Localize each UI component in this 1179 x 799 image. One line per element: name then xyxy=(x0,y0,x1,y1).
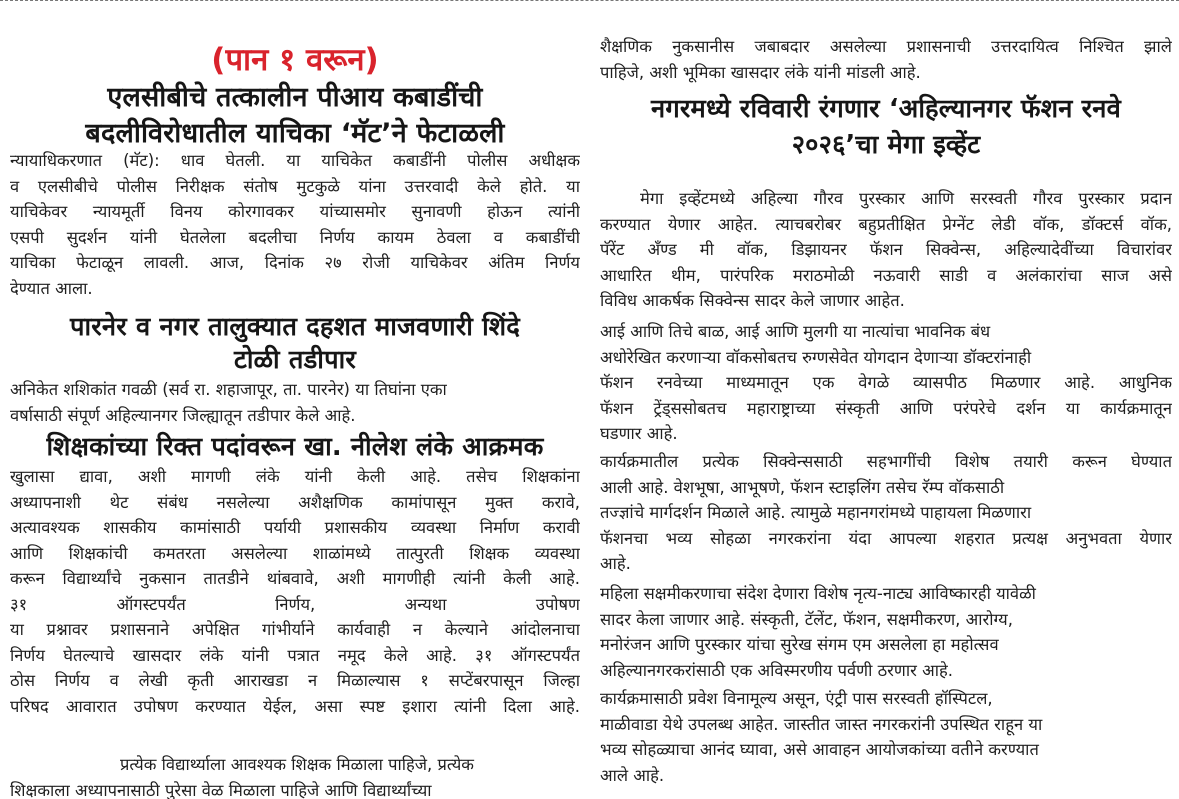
body-line: अनिकेत शशिकांत गवळी (सर्व रा. शहाजापूर, ता. पारनेर) या तिघांना एका xyxy=(10,380,447,399)
body-line: फॅशन रनवेच्या माध्यमातून एक वेगळे व्यासपीठ मिळणार आहे. आधुनिक xyxy=(600,373,1172,392)
story2-headline-line1: पारनेर व नगर तालुक्यात दहशत माजवणारी शिंदे xyxy=(70,312,520,342)
body-line: याचिकेवर न्यायमूर्ती विनय कोरगावकर यांच्यासमोर सुनावणी होऊन त्यांनी xyxy=(10,202,580,221)
body-line: याचिका फेटाळून लावली. आज, दिनांक २७ रोजी याचिकेवर अंतिम निर्णय xyxy=(10,253,580,272)
body-line: अत्यावश्यक शासकीय कामांसाठी पर्यायी प्रशासकीय व्यवस्था निर्माण करावी xyxy=(10,518,580,537)
body-line: विविध आकर्षक सिक्वेन्स सादर केले जाणार आहेत. xyxy=(600,291,905,310)
story3-body xyxy=(10,464,580,719)
story4-para3 xyxy=(600,449,1172,577)
story4-para4 xyxy=(600,581,1172,683)
story2-body xyxy=(10,377,580,428)
body-line: आली आहे. वेशभूषा, आभूषणे, फॅशन स्टाइलिंग तसेच रॅम्प वॉकसाठी xyxy=(600,477,1005,497)
body-line: वर्षासाठी संपूर्ण अहिल्यानगर जिल्ह्यातून तडीपार केले आहे. xyxy=(10,405,356,425)
story4-headline-line2: २०२६’चा मेगा इव्हेंट xyxy=(791,130,981,160)
body-line: मनोरंजन आणि पुरस्कार यांचा सुरेख संगम एम असलेला हा महोत्सव xyxy=(600,635,999,654)
body-line: भव्य सोहळ्याचा आनंद घ्यावा, असे आवाहन आयोजकांच्या वतीने करण्यात xyxy=(600,740,1039,759)
subheading-line: ३१ ऑगस्टपर्यंत निर्णय, अन्यथा उपोषण xyxy=(10,594,580,614)
body-line: न्यायाधिकरणात (मॅट): धाव घेतली. या याचिकेत कबाडींनी पोलीस अधीक्षक xyxy=(10,151,580,170)
top-rule xyxy=(0,0,1179,1)
body-line: माळीवाडा येथे उपलब्ध आहेत. जास्तीत जास्त नगरकरांनी उपस्थित राहून या xyxy=(600,714,1043,734)
body-line: महिला सक्षमीकरणाचा संदेश देणारा विशेष नृत्य-नाट्य आविष्कारही यावेळी xyxy=(600,584,1036,603)
body-line: शैक्षणिक नुकसानीस जबाबदार असलेल्या प्रशासनाची उत्तरदायित्व निश्चित झाले xyxy=(600,37,1172,56)
story4-headline-line1: नगरमध्ये रविवारी रंगणार ‘अहिल्यानगर फॅशन रनवे xyxy=(650,94,1122,124)
body-line: ठोस निर्णय व लेखी कृती आराखडा न मिळाल्यास १ सप्टेंबरपासून जिल्हा xyxy=(10,671,580,690)
continued-label: (पान १ वरून) xyxy=(211,42,379,78)
body-line: व एलसीबीचे पोलीस निरीक्षक संतोष मुटकुळे यांना उत्तरवादी केले होते. या xyxy=(10,176,580,196)
body-line: शिक्षकाला अध्यापनासाठी पुरेसा वेळ मिळाला पाहिजे आणि विद्यार्थ्यांच्या xyxy=(10,780,432,799)
story4-para2 xyxy=(600,319,1172,447)
story1-headline-line2: बदलीविरोधातील याचिका ‘मॅट’ने फेटाळली xyxy=(85,118,505,149)
story1-headline-line1: एलसीबीचे तत्कालीन पीआय कबाडींची xyxy=(107,82,483,113)
body-line: मेगा इव्हेंटमध्ये अहिल्या गौरव पुरस्कार आणि सरस्वती गौरव पुरस्कार प्रदान xyxy=(640,189,1172,208)
body-line: खुलासा द्यावा, अशी मागणी लंके यांनी केली आहे. तसेच शिक्षकांना xyxy=(10,467,580,486)
body-line: एसपी सुदर्शन यांनी घेतलेला बदलीचा निर्णय कायम ठेवला व कबाडींची xyxy=(10,227,580,247)
body-line: फॅशनचा भव्य सोहळा नगरकरांना यंदा आपल्या शहरात प्रत्यक्ष अनुभवता येणार xyxy=(600,528,1172,548)
body-line: तज्ज्ञांचे मार्गदर्शन मिळाले आहे. त्यामुळे महानगरांमध्ये पाहायला मिळणारा xyxy=(600,503,1032,522)
body-line: पाहिजे, अशी भूमिका खासदार लंके यांनी मांडली आहे. xyxy=(600,62,921,82)
story2-headline-line2: टोळी तडीपार xyxy=(233,345,357,375)
body-line: करून विद्यार्थ्यांचे नुकसान तातडीने थांबवावे, अशी मागणीही त्यांनी केली आहे. xyxy=(10,569,580,588)
body-line: आहे. xyxy=(600,554,631,573)
body-line: आणि शिक्षकांची कमतरता असलेल्या शाळांमध्ये तात्पुरती शिक्षक व्यवस्था xyxy=(10,543,580,563)
body-line: निर्णय घेतल्याचे खासदार लंके यांनी पत्रात नमूद केले आहे. ३१ ऑगस्टपर्यंत xyxy=(10,645,580,665)
body-line: अध्यापनाशी थेट संबंध नसलेल्या अशैक्षणिक कामांपासून मुक्त करावे, xyxy=(10,492,580,512)
body-line: आले आहे. xyxy=(600,765,665,785)
body-line: कार्यक्रमासाठी प्रवेश विनामूल्य असून, एंट्री पास सरस्वती हॉस्पिटल, xyxy=(600,689,993,708)
story3-tail xyxy=(10,752,580,799)
body-line: सादर केला जाणार आहे. संस्कृती, टॅलेंट, फॅशन, सक्षमीकरण, आरोग्य, xyxy=(600,609,1013,629)
story1-body xyxy=(10,148,580,301)
body-line: आई आणि तिचे बाळ, आई आणि मुलगी या नात्यांचा भावनिक बंध xyxy=(600,322,991,341)
body-line: अधोरेखित करणाऱ्या वॉकसोबतच रुग्णसेवेत योगदान देणाऱ्या डॉक्टरांनाही xyxy=(600,347,1032,367)
body-line: अहिल्यानगरकरांसाठी एक अविस्मरणीय पर्वणी ठरणार आहे. xyxy=(600,660,953,680)
body-line: परिषद आवारात उपोषण करण्यात येईल, असा स्पष्ट इशारा त्यांनी दिला आहे. xyxy=(10,696,580,716)
body-line: कार्यक्रमातील प्रत्येक सिक्वेन्ससाठी सहभागींची विशेष तयारी करून घेण्यात xyxy=(600,452,1172,471)
body-line: पॅरेंट अँण्ड मी वॉक, डिझायनर फॅशन सिक्वेन्स, अहिल्यादेवींच्या विचारांवर xyxy=(600,240,1172,259)
body-line: फॅशन ट्रेंड्ससोबतच महाराष्ट्राच्या संस्कृती आणि परंपरेचे दर्शन या कार्यक्रमातून xyxy=(600,398,1172,418)
story4-para1 xyxy=(600,186,1172,314)
body-line: प्रत्येक विद्यार्थ्याला आवश्यक शिक्षक मिळाला पाहिजे, प्रत्येक xyxy=(120,755,474,774)
story4-para5 xyxy=(600,686,1172,788)
body-line: आधारित थीम, पारंपरिक मराठमोळी नऊवारी साडी व अलंकारांचा साज असे xyxy=(600,265,1172,285)
body-line: देण्यात आला. xyxy=(10,278,93,298)
body-line: या प्रश्नावर प्रशासनाने अपेक्षित गांभीर्याने कार्यवाही न केल्याने आंदोलनाचा xyxy=(10,620,580,639)
carry-over-text xyxy=(600,34,1172,85)
body-line: करण्यात येणार आहेत. त्याचबरोबर बहुप्रतीक्षित प्रेग्नेंट लेडी वॉक, डॉक्टर्स वॉक, xyxy=(600,214,1172,234)
body-line: घडणार आहे. xyxy=(600,424,678,443)
story3-headline: शिक्षकांच्या रिक्त पदांवरून खा. नीलेश लंके आक्रमक xyxy=(46,432,544,462)
